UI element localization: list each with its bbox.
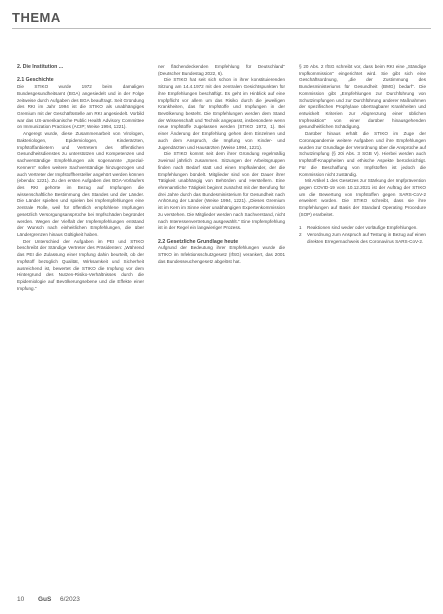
subsection-heading: 2.2 Gesetzliche Grundlage heute [158, 238, 239, 245]
paragraph: Die STIKO kommt seit dem ihrer Gründung regelmäßig zweimal jährlich zusammen. Sitzungen der Arbeitsgruppen finden nach Bedarf statt und einen Impfkalender, der die Empfehlungen bündelt. Mitglieder sind von der Dauer ihrer Tätigkeit unabhängig von Behörden und Herstellern. Eine ehrenamtliche Tätigkeit beginnt zunächst mit der Berufung für drei Jahre durch das Bundesministerium für Gesundheit nach Anhörung der Länder (Weise 1994, 1221). „Dieses Gremium ist im Kern im Sinne einer unabhängigen Expertenkommission zu verstehen. Die Mitglieder werden nach Sachverstand, nicht nach Interessenvertretung ausgewählt." Eine Impfempfehlung ist in der Regel ein langwieriger Prozess. [158, 151, 285, 231]
subsection-heading: 2.1 Geschichte [17, 77, 54, 84]
paragraph: Der Unterschied der Aufgaben im PEI und STIKO beschreibt der Ständige Vertreter des Präsidenten: „Während das PEI die Zulassung einer Impfung dahin beurteilt, ob der Impfstoff bezüglich Qualität, Wirksamkeit und Sicherheit ausreichend ist, bewertet die STIKO die Impfung vor dem Hintergrund des Nutzen-Risiko-Verhältnisses durch die Epidemiologie auf Bevölkerungsebene und die Effekte einer Impfung." [17, 238, 144, 291]
paragraph: Aufgrund der Bedeutung ihrer Empfehlungen wurde die STIKO im Infektionsschutzgesetz (IfSG) verankert, das 2001 das Bundesseuchengesetz abgelöst hat. [158, 245, 285, 264]
column-left [17, 64, 144, 584]
footnote-item [299, 225, 426, 232]
paragraph: ner flächendeckenden Empfehlung für Deutschland" (Deutscher Bundestag 2022, 6). [158, 64, 285, 76]
page-number: 10 [17, 596, 25, 603]
journal-name: GuS [38, 596, 52, 603]
page-footer [0, 596, 443, 614]
footnote-item [299, 231, 426, 245]
section-heading: 2. Die Institution ... [17, 64, 64, 70]
column-right [299, 64, 426, 584]
paragraph: Die STIKO wurde 1972 beim damaligen Bundesgesundheitsamt (BGA) angesiedelt und in der Folge zeitweise durch Aufgaben des BGA beauftragt. Seit Gründung des RKI im Jahr 1994 ist die STIKO als unabhängiges Gremium mit der Geschäftsstelle am RKI angesiedelt. Vorbild war das US-amerikanische Public Health Advisory Committee on Immunization Practices (ACIP; Weise 1994, 1221). [17, 84, 144, 130]
page-header [0, 0, 443, 40]
section-title: THEMA [12, 10, 61, 25]
footnote-number: 1 [299, 225, 302, 231]
paragraph: Mit Artikel 1 des Gesetzes zur Stärkung der Impfprävention gegen COVID-19 vom 10.12.2021 ist der Auftrag der STIKO um die Bewertung von Impfstoffen gegen SARS-CoV-2 erweitert worden. Die STIKO schreibt, dass sie ihre Empfehlungen auf Basis der Standard Operating Procedure (SOP) erarbeitet. [299, 178, 426, 217]
paragraph: Angeregt wurde, diese Zusammenarbeit von Virologen, Bakteriologen, Epidemiologen, Kinderärzten, Impfstoffanbietern und Vertretern des öffentlichen Gesundheitsdienstes zu unterstützen und Kompetenzen und sachverständige Empfehlungen als sogenannte „Spezial-Kennern" sollen weitere Sachverständige hinzugezogen und auch Vertreter der Impfstoffhersteller angehört werden können (ebenda: 1221). Zu den ersten Aufgaben des BGA-Vorläufers des RKI gehörte im Bezug auf Impfungen die wissenschaftliche Bestimmung des Standes und der Länder. Die Länder spielten und spielen bei Impfempfehlungen eine zentrale Rolle, weil für öffentlich empfohlene Impfungen gesetzlich Versorgungsansprüche bei Impfschäden begründet werden. Wegen der Vielfalt der Impfempfehlungen entstand der Wunsch nach einheitlichen Empfehlungen, die über Ländergrenzen hinaus Gültigkeit haben. [17, 131, 144, 237]
column-middle [158, 64, 285, 584]
paragraph: Darüber hinaus erhält die STIKO im Zuge der Coronapandemie weitere Aufgaben und ihre Empfehlungen wurden zur Grundlage der Verordnung über die Ansprüche auf Schutzimpfung (§ 20i Abs. 3 SGB V). Hierbei werden auch Impfstoff-Knappheiten und ethische Aspekte berücksichtigt. Für die Beschaffung von Impfstoffen ist jedoch die Kommission nicht zuständig. [299, 131, 426, 177]
footnote-list [299, 225, 426, 245]
footnote-number: 2 [299, 231, 302, 237]
paragraph: § 20 Abs. 2 IfSG schreibt vor, dass beim RKI eine „Ständige Impfkommission" eingerichtet wird. Sie gibt sich eine Geschäftsordnung, „die der Zustimmung des Bundesministeriums für Gesundheit (BMG) bedarf". Die Kommission gibt „Empfehlungen zur Durchführung von Schutzimpfungen und zur Durchführung anderer Maßnahmen der spezifischen Prophylaxe übertragbarer Krankheiten und entwickelt Kriterien zur Abgrenzung einer üblichen Impfreaktion" von einer darüber hinausgehenden gesundheitlichen Schädigung. [299, 64, 426, 130]
footnote-text: Verordnung zum Anspruch auf Testung in Bezug auf einen direkten Erregernachweis des Coronavirus SARS-CoV-2. [307, 231, 426, 244]
paragraph: Die STIKO hat seit sich schon in ihrer konstituierenden Sitzung am 14.4.1972 mit den zentralen Gesichtspunkten für ihre Empfehlungen beschäftigt. Es geht im Hinblick auf eine Impfpflicht vor allem um das Risiko durch die jeweiligen Krankheiten, das für Impfstoffe und Impfungen in der Bevölkerung besteht. Die Empfehlungen werden dem Stand der Wissenschaft und Technik angepasst, insbesondere wenn neue Impfstoffe zugelassen werden (STIKO 1972, 1). Bei einer Änderung der Empfehlung gehen dem Einzelnen und auch dem Anspruch, die Impfung von Kinder- und Jugendärzten und Hausärzten (Weise 1994, 1221). [158, 77, 285, 150]
footnote-text: Reaktionen sind weder oder vorläufige Empfehlungen. [307, 225, 418, 231]
header-rule [12, 28, 431, 29]
issue-number: 6/2023 [60, 596, 80, 603]
